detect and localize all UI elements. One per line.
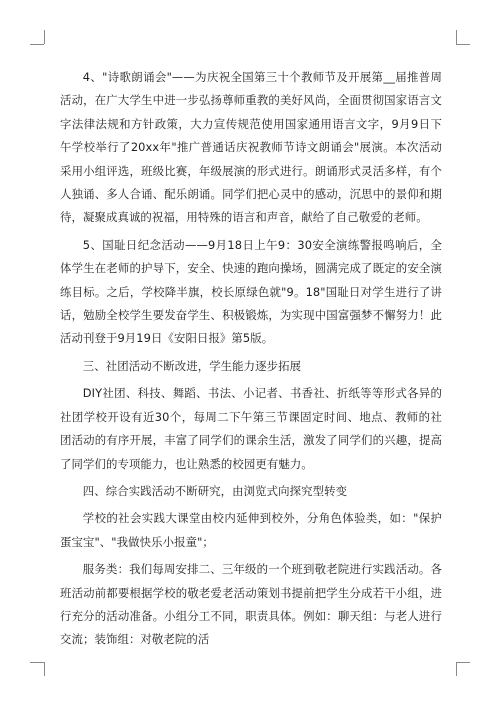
- paragraph-national-humiliation-day: 5、国耻日纪念活动——9月18日上午9：30安全演练警报鸣响后，全体学生在老师的护导下，安全、快速的跑向操场，圆满完成了既定的安全演练目标。之后，学校降半旗，校长原绿色就"9。18"国耻日对学生进行了讲话，勉励全校学生要发奋学生、积极锻炼，为实现中国富强梦不懈努力！此活动刊登于9月19日《安阳日报》第5版。: [60, 237, 442, 346]
- section-heading-practice: 四、综合实践活动不断研究，由浏览式向探究型转变: [82, 483, 348, 498]
- paragraph-social-practice: 学校的社会实践大课堂由校内延伸到校外，分角色体验类，如："保护蛋宝宝"、"我做快乐小报童"；: [60, 511, 442, 549]
- paragraph-poetry-recital: 4、"诗歌朗诵会"——为庆祝全国第三十个教师节及开展第__届推普周活动，在广大学生中进一步弘扬尊师重教的美好风尚，全面贯彻国家语言文字法律法规和方针政策，大力宣传规范使用国家通用语言文字，9月9日下午学校举行了20xx年"推广普通话庆祝教师节诗文朗诵会"展演。本次活动采用小组评选，班级比赛，年级展演的形式进行。朗诵形式灵活多样，有个人独诵、多人合诵、配乐朗诵。同学们把心灵中的感动，沉思中的景仰和期待，凝聚成真诚的祝福，用特殊的语言和声音，献给了自己敬爱的老师。: [60, 70, 442, 225]
- section-heading-clubs: 三、社团活动不断改进，学生能力逐步拓展: [82, 358, 302, 373]
- document-body: [60, 66, 442, 656]
- paragraph-clubs: DIY社团、科技、舞蹈、书法、小记者、书香社、折纸等等形式各异的社团学校开设有近30个，每周二下午第三节课固定时间、地点、教师的社团活动的有序开展，丰富了同学们的课余生活，激发了同学们的兴趣，提高了同学们的专项能力，也让熟悉的校园更有魅力。: [60, 386, 442, 471]
- paragraph-service: 服务类：我们每周安排二、三年级的一个班到敬老院进行实践活动。各班活动前都要根据学校的敬老爱老活动策划书提前把学生分成若干小组，进行充分的活动准备。小组分工不同，职责具体。例如：聊天组：与老人进行交流；装饰组：对敬老院的活: [60, 562, 442, 647]
